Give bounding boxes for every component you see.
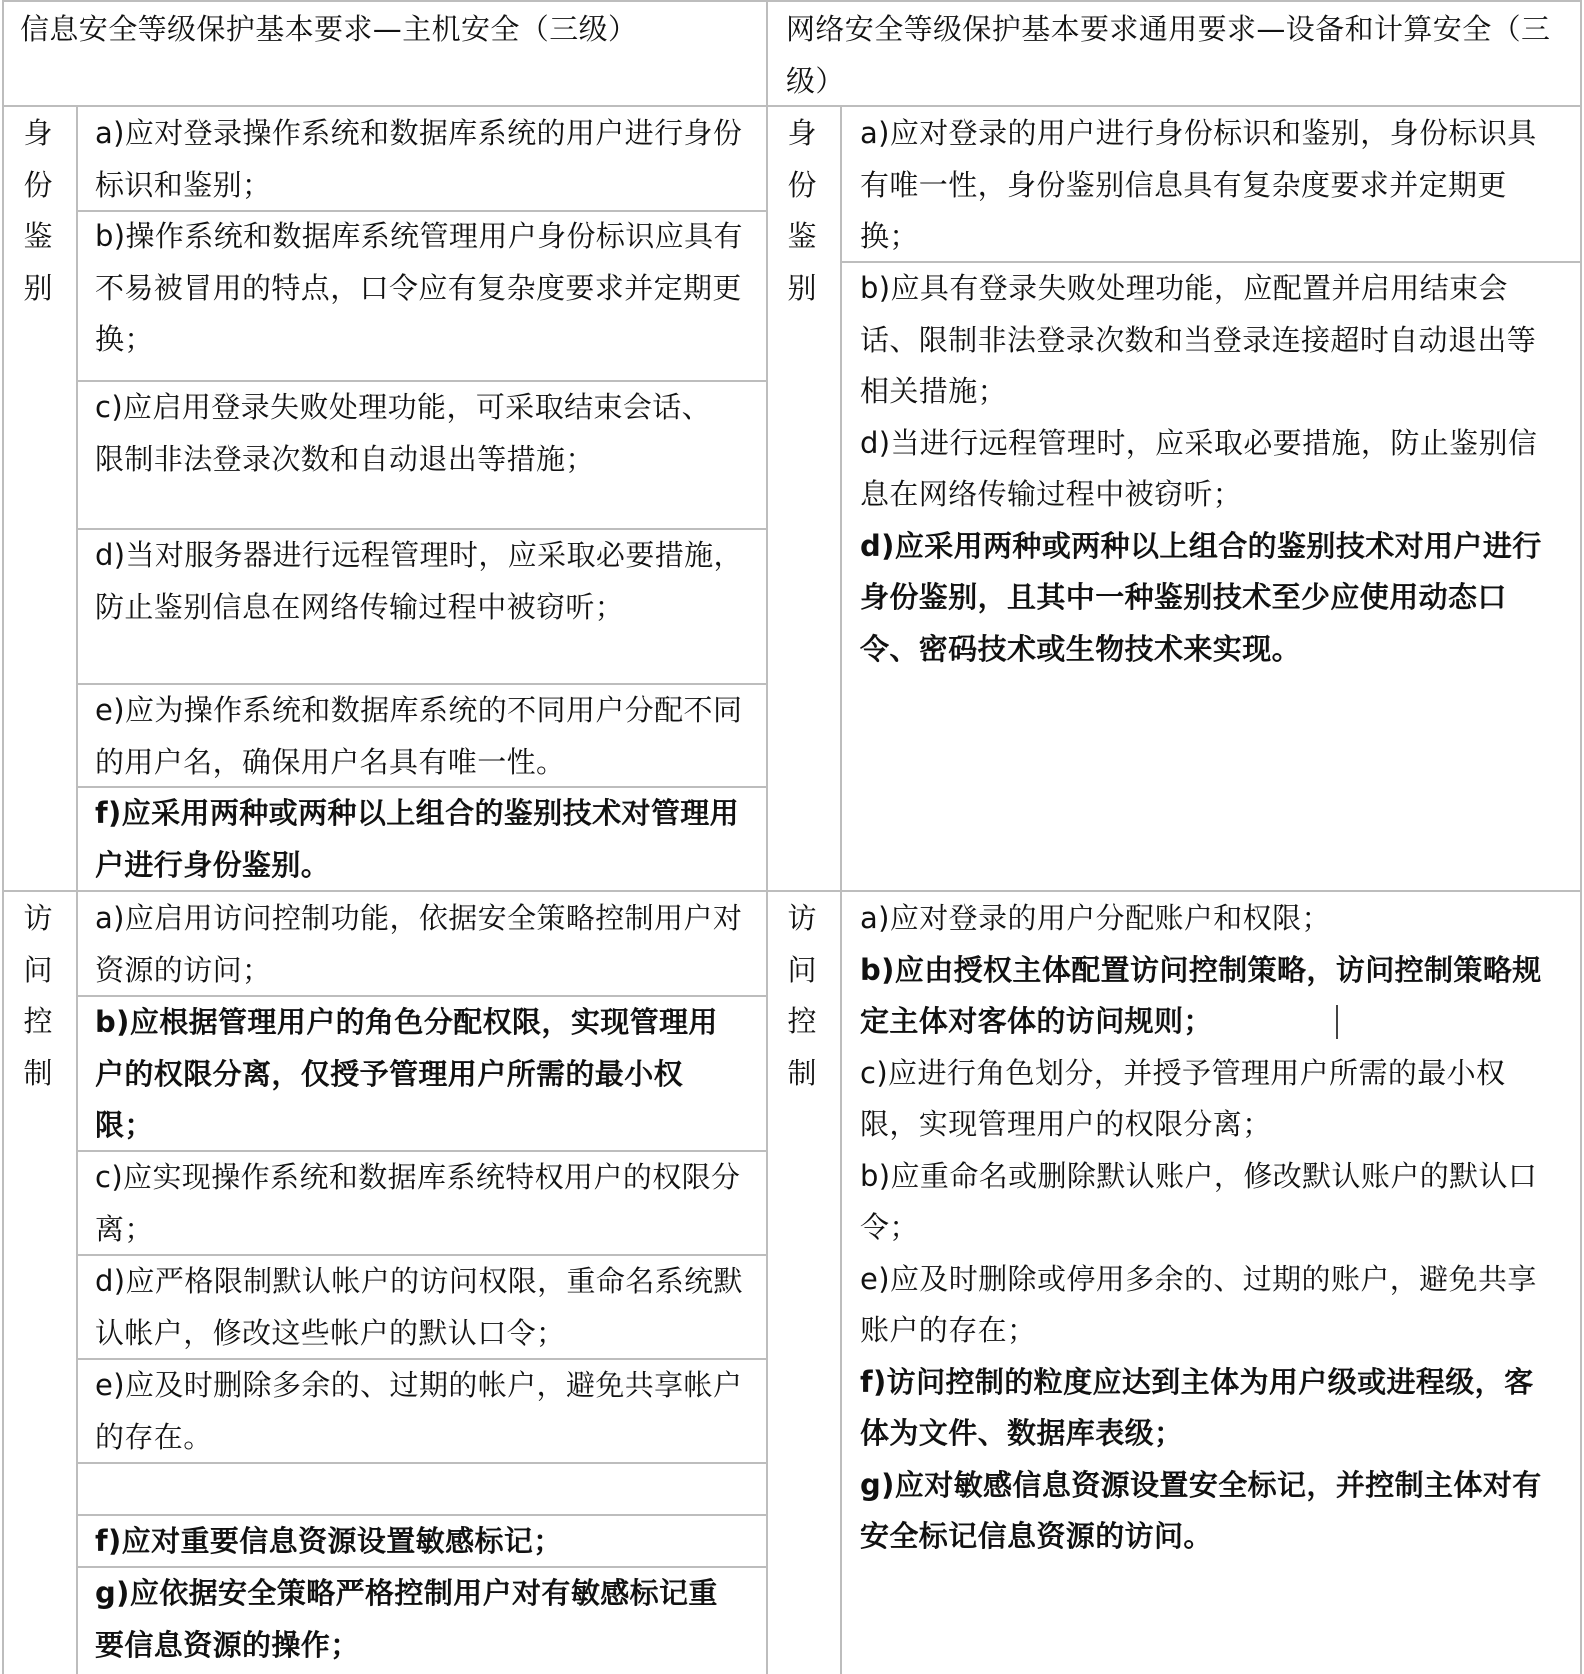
right-s1-item-group	[860, 263, 1560, 675]
table-border-top	[2, 0, 1582, 2]
left-s1-item-a: a)应对登录操作系统和数据库系统的用户进行身份标识和鉴别；	[95, 116, 743, 202]
right-s2-item-group	[860, 893, 1560, 1563]
left-s2-item-b: b)应根据管理用户的角色分配权限，实现管理用户的权限分离，仅授予管理用户所需的最小权限；	[95, 1005, 718, 1142]
left-s2-item-e: e)应及时删除多余的、过期的帐户，避免共享帐户的存在。	[95, 1368, 743, 1454]
label-access-control-right: 访 问 控 制	[787, 901, 817, 1090]
left-s2-item-a: a)应启用访问控制功能，依据安全策略控制用户对资源的访问；	[95, 901, 743, 987]
right-s1-item-b: b)应具有登录失败处理功能，应配置并启用结束会话、限制非法登录次数和当登录连接超时自动退出等相关措施；	[860, 271, 1537, 408]
right-s2-item-g: g)应对敏感信息资源设置安全标记，并控制主体对有安全标记信息资源的访问。	[860, 1467, 1542, 1553]
label-identity-auth-left: 身 份 鉴 别	[23, 116, 53, 305]
left-s1-item-f: f)应采用两种或两种以上组合的鉴别技术对管理用户进行身份鉴别。	[95, 796, 740, 882]
right-s2-item-b: b)应由授权主体配置访问控制策略，访问控制策略规定主体对客体的访问规则；	[860, 952, 1542, 1038]
right-s2-item-b2: b)应重命名或删除默认账户，修改默认账户的默认口令；	[860, 1158, 1538, 1244]
table-border-right	[1580, 0, 1582, 1674]
label-access-control-left: 访 问 控 制	[23, 901, 53, 1090]
right-s2-item-c: c)应进行角色划分，并授予管理用户所需的最小权限，实现管理用户的权限分离；	[860, 1055, 1506, 1141]
table-border-left	[2, 0, 4, 1674]
header-left: 信息安全等级保护基本要求—主机安全（三级）	[20, 12, 638, 46]
left-s2-item-c: c)应实现操作系统和数据库系统特权用户的权限分离；	[95, 1160, 741, 1246]
label-identity-auth-right: 身 份 鉴 别	[787, 116, 817, 305]
left-s1-item-c: c)应启用登录失败处理功能，可采取结束会话、限制非法登录次数和自动退出等措施；	[95, 390, 712, 476]
divider-middle	[766, 0, 768, 1674]
right-s2-item-a: a)应对登录的用户分配账户和权限；	[860, 901, 1331, 935]
right-s1-item-d: d)当进行远程管理时，应采取必要措施，防止鉴别信息在网络传输过程中被窃听；	[860, 425, 1538, 511]
left-s2-item-f: f)应对重要信息资源设置敏感标记；	[95, 1524, 563, 1558]
right-s1-item-d-bold: d)应采用两种或两种以上组合的鉴别技术对用户进行身份鉴别，且其中一种鉴别技术至少应使用动态口令、密码技术或生物技术来实现。	[860, 528, 1542, 666]
left-s1-item-b: b)操作系统和数据库系统管理用户身份标识应具有不易被冒用的特点，口令应有复杂度要求并定期更换；	[95, 219, 743, 356]
row-divider-header	[2, 105, 1582, 107]
left-s1-item-d: d)当对服务器进行远程管理时，应采取必要措施，防止鉴别信息在网络传输过程中被窃听；	[95, 538, 743, 624]
right-s1-item-a: a)应对登录的用户进行身份标识和鉴别，身份标识具有唯一性，身份鉴别信息具有复杂度要求并定期更换；	[860, 116, 1537, 253]
left-s2-item-empty	[95, 1464, 763, 1512]
header-right: 网络安全等级保护基本要求通用要求—设备和计算安全（三级）	[786, 12, 1551, 98]
left-s2-item-g: g)应依据安全策略严格控制用户对有敏感标记重要信息资源的操作；	[95, 1576, 718, 1662]
left-s2-item-d: d)应严格限制默认帐户的访问权限，重命名系统默认帐户，修改这些帐户的默认口令；	[95, 1264, 743, 1350]
right-s2-item-f: f)访问控制的粒度应达到主体为用户级或进程级，客体为文件、数据库表级；	[860, 1364, 1534, 1450]
right-s2-item-e: e)应及时删除或停用多余的、过期的账户，避免共享账户的存在；	[860, 1261, 1537, 1347]
left-s1-item-e: e)应为操作系统和数据库系统的不同用户分配不同的用户名，确保用户名具有唯一性。	[95, 693, 743, 779]
